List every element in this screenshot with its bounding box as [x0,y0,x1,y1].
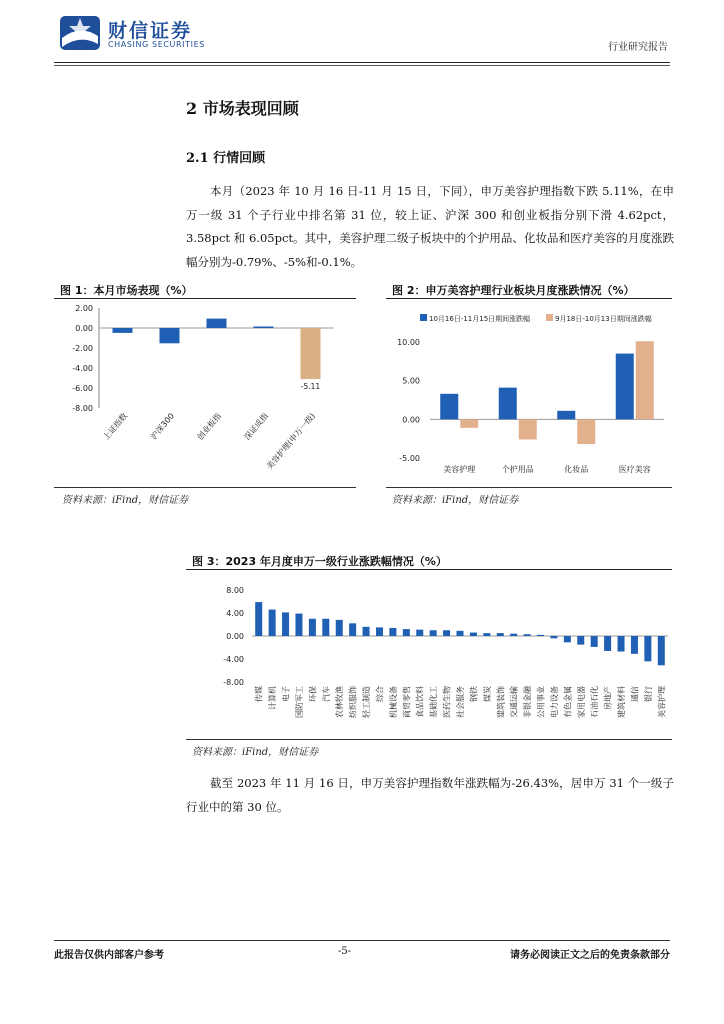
chart3-bar [537,635,544,636]
chart2-bar [557,411,575,420]
chart3-category-label: 纺织服饰 [348,686,358,718]
page-number: -5- [338,946,352,957]
figure2-title: 图 2：申万美容护理行业板块月度涨跌情况（%） [392,284,635,297]
footer-divider [54,940,670,941]
chart3-category-label: 有色金属 [563,686,573,718]
figure2-chart [386,300,672,486]
chart2-bar [577,419,595,444]
chart1-category-label: 美容护理(申万一级) [264,411,318,472]
chart3-bar [604,636,611,651]
chart3-category-label: 房地产 [603,686,613,710]
chart2-legend-swatch [546,314,553,321]
chart3-bar [631,636,638,654]
chart3-y-tick-label: 4.00 [226,609,244,618]
chart3-category-label: 传媒 [254,686,264,702]
chart3-category-label: 商贸零售 [402,686,412,718]
chart3-bar [336,620,343,636]
chart2-y-tick-label: 10.00 [397,338,420,347]
chart3-bar [269,610,276,636]
chart3-bar [403,629,410,636]
chart3-category-label: 综合 [375,686,385,702]
figure3-title: 图 3：2023 年月度申万一级行业涨跌幅情况（%） [192,555,447,568]
chart3-bar [430,630,437,636]
figure1-top-rule [54,298,356,299]
chart3-y-tick-label: -4.00 [223,655,244,664]
chart3-bar [309,619,316,636]
chart3-bar [322,619,329,636]
chart3-bar [483,633,490,636]
figure2-bottom-rule [386,487,672,488]
chart2-category-label: 化妆品 [564,465,589,474]
footer-disclaimer-right: 请务必阅读正文之后的免责条款部分 [510,950,670,961]
chart1-y-tick-label: -6.00 [72,384,93,393]
paragraph-annual-review [186,772,674,819]
chart3-category-label: 机械设备 [388,686,398,718]
logo-text-en: CHASING SECURITIES [108,40,205,49]
chart3-bar [470,633,477,636]
chart3-category-label: 社会服务 [456,686,465,718]
chart1-y-tick-label: -8.00 [72,404,93,413]
chart3-category-label: 环保 [308,686,318,702]
chart1-bar [113,328,133,333]
logo-text-cn: 财信证券 [108,20,193,42]
chart3-bar [457,631,464,636]
chart2-category-label: 医疗美容 [618,465,651,474]
chart3-category-label: 电子 [281,686,291,702]
chart3-bar [443,630,450,636]
chart3-category-label: 交通运输 [509,686,519,718]
chart3-category-label: 钢铁 [469,686,479,702]
chart2-bar [460,419,478,428]
chart3-bar [295,614,302,636]
figure3-bottom-rule [186,739,672,740]
chart1-category-label: 深证成指 [242,411,271,442]
chart3-bar [376,627,383,636]
chart2-bar [499,388,517,420]
chart3-bar [564,636,571,642]
chart3-category-label: 银行 [643,686,653,702]
chart3-category-label: 家用电器 [576,686,586,718]
chart3-bar [363,627,370,636]
chart3-bar [618,636,625,652]
paragraph-text: 本月（2023 年 10 月 16 日-11 月 15 日，下同），申万美容护理指数下跌 5.11%，在申万一级 31 个子行业中排名第 31 位，较上证、沪深 300 和创业板指分别下滑 4.62pct，3.58pct 和 6.05pct。其中，美容护理二级子板块中的个护用品、化妆品和医疗美容的月度涨跌幅分别为-0.79%、-5%和-0.1%。 [186,184,674,269]
chart3-category-label: 医药生物 [442,686,452,718]
chart3-y-tick-label: 8.00 [226,586,244,595]
chart1-bar [160,328,180,343]
chart1-category-label: 上证指数 [101,411,130,442]
chart3-category-label: 国防军工 [294,686,304,718]
header-divider [54,62,670,63]
figure1-title: 图 1：本月市场表现（%） [60,284,193,297]
chart3-y-tick-label: 0.00 [226,632,244,641]
chart3-bar [510,634,517,636]
figure1-source: 资料来源：iFind，财信证券 [62,495,189,506]
chart1-y-tick-label: -4.00 [72,364,93,373]
chart2-legend-swatch [420,314,427,321]
section-subtitle: 2.1 行情回顾 [186,151,266,166]
chart2-bar [636,341,654,419]
chart3-category-label: 电力设备 [549,686,559,718]
chart3-bar [524,634,531,636]
section-title: 2 市场表现回顾 [186,99,299,118]
chart2-category-label: 美容护理 [443,465,476,474]
chart3-category-label: 基础化工 [429,686,439,718]
chart1-data-label: -5.11 [300,382,321,392]
chart3-category-label: 美容护理 [657,686,667,718]
chart3-bar [591,636,598,647]
chart1-category-label: 沪深300 [149,411,177,442]
chart2-y-tick-label: -5.00 [399,454,420,463]
chart2-category-label: 个护用品 [501,465,534,474]
header-divider-secondary [54,65,670,66]
report-type-label: 行业研究报告 [608,42,668,53]
chart3-y-tick-label: -8.00 [223,678,244,687]
chart3-category-label: 计算机 [268,686,278,710]
chart3-category-label: 石油石化 [590,686,600,718]
figure1-bottom-rule [54,487,356,488]
chart3-bar [389,628,396,636]
chart2-legend-label: 9月18日-10月13日期间涨跌幅 [555,315,652,323]
figure3-chart [186,572,672,736]
chart3-bar [577,636,584,645]
paragraph-market-review [186,180,674,274]
chart3-bar [658,636,665,665]
chart2-bar [440,394,458,420]
chart3-category-label: 通信 [630,686,640,702]
chart2-y-tick-label: 0.00 [402,415,420,425]
chart3-category-label: 建筑材料 [617,686,627,718]
chart2-bar [519,419,537,439]
figure3-source: 资料来源：iFind，财信证券 [192,747,319,758]
chart1-y-tick-label: 0.00 [75,324,93,333]
chart2-y-tick-label: 5.00 [402,376,420,386]
chart1-y-tick-label: 2.00 [75,304,93,313]
chart1-category-label: 创业板指 [195,411,224,442]
chart2-legend-label: 10月16日-11月15日期间涨跌幅 [429,315,531,323]
chart3-category-label: 轻工制造 [362,686,372,718]
figure3-top-rule [186,569,672,570]
figure1-chart [54,300,356,486]
chart3-category-label: 农林牧渔 [335,686,345,718]
chart3-bar [282,612,289,636]
chart3-category-label: 非银金融 [523,686,533,718]
chart3-category-label: 煤炭 [482,686,492,702]
chart1-bar [301,328,321,379]
chart3-bar [550,636,557,638]
chart1-bar [207,319,227,328]
chart3-bar [349,623,356,636]
chart2-bar [616,354,634,420]
chart3-category-label: 公用事业 [536,686,546,718]
chart3-bar [416,630,423,636]
figure2-top-rule [386,298,672,299]
paragraph-text: 截至 2023 年 11 月 16 日，申万美容护理指数年涨跌幅为-26.43%，居申万 31 个一级子行业中的第 30 位。 [186,776,674,814]
chart1-bar [254,327,274,329]
footer-disclaimer-left: 此报告仅供内部客户参考 [54,950,164,961]
chart3-category-label: 汽车 [321,686,331,702]
chart1-y-tick-label: -2.00 [72,344,93,353]
chart3-bar [497,633,504,636]
chart3-category-label: 建筑装饰 [496,686,506,718]
chart3-bar [255,602,262,636]
company-logo-icon [58,14,102,52]
figure2-source: 资料来源：iFind，财信证券 [392,495,519,506]
chart3-bar [644,636,651,661]
chart3-category-label: 食品饮料 [415,686,425,718]
